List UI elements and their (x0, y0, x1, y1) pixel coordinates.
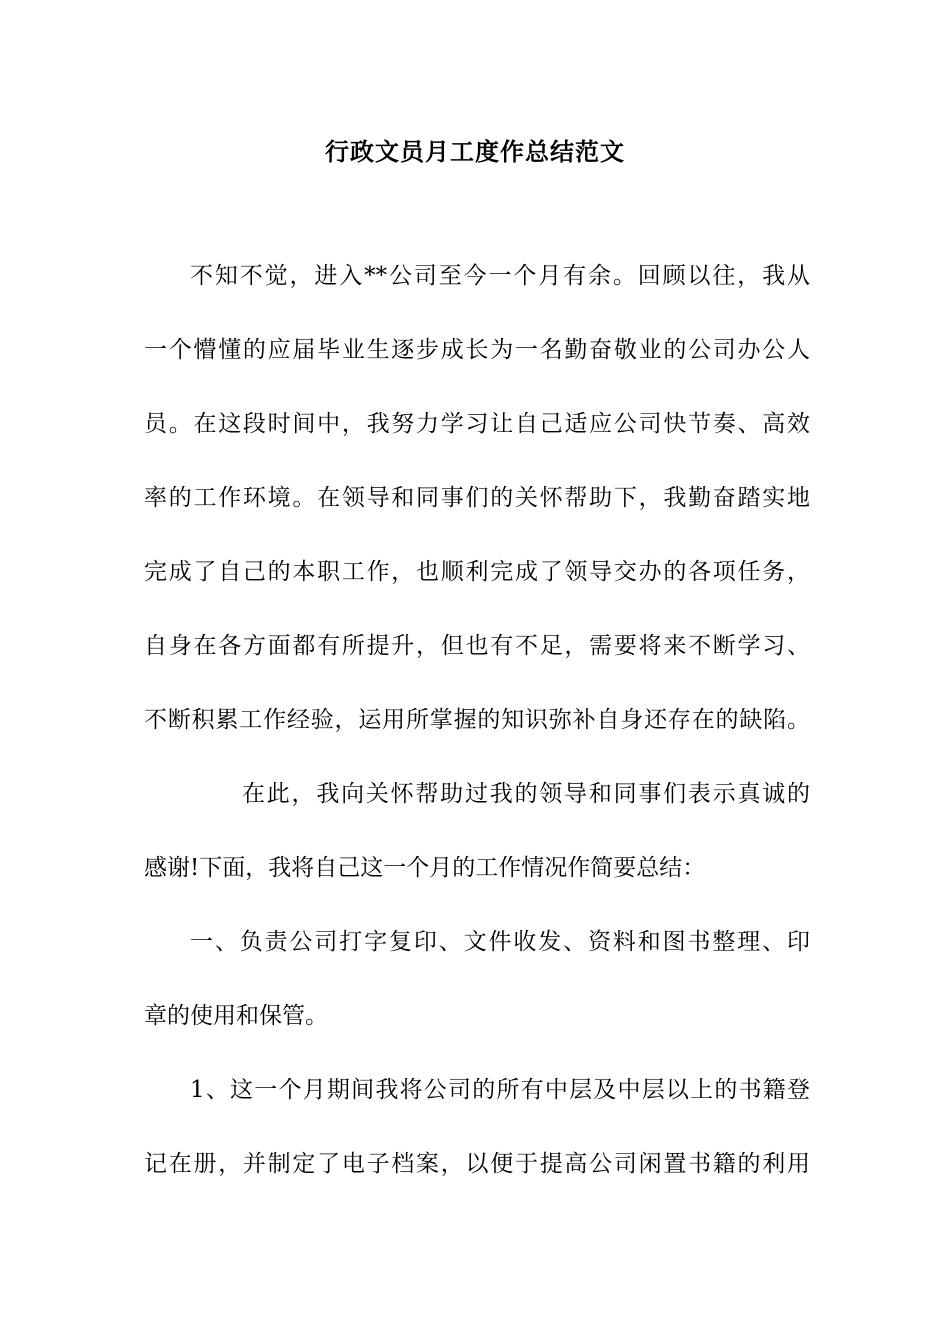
paragraph-line: 不断积累工作经验，运用所掌握的知识弥补自身还存在的缺陷。 (144, 707, 810, 733)
paragraph-line: 记在册，并制定了电子档案，以便于提高公司闲置书籍的利用 (144, 1151, 810, 1177)
document-body (144, 254, 810, 1216)
paragraph-line: 自身在各方面都有所提升，但也有不足，需要将来不断学习、 (144, 633, 810, 659)
paragraph-line: 一、负责公司打字复印、文件收发、资料和图书整理、印 (190, 929, 810, 955)
paragraph-line: 章的使用和保管。 (144, 1003, 328, 1029)
paragraph-line: 完成了自己的本职工作，也顺利完成了领导交办的各项任务， (144, 559, 810, 585)
paragraph-line: 一个懵懂的应届毕业生逐步成长为一名勤奋敬业的公司办公人 (144, 337, 810, 363)
paragraph-line: 感谢!下面，我将自己这一个月的工作情况作简要总结： (144, 855, 706, 881)
document-title: 行政文员月工度作总结范文 (325, 137, 625, 166)
paragraph-line: 在此，我向关怀帮助过我的领导和同事们表示真诚的 (242, 781, 810, 807)
paragraph-line: 员。在这段时间中，我努力学习让自己适应公司快节奏、高效 (144, 411, 810, 437)
paragraph-line: 1、这一个月期间我将公司的所有中层及中层以上的书籍登 (190, 1077, 810, 1103)
paragraph-line: 不知不觉，进入**公司至今一个月有余。回顾以往，我从 (190, 263, 810, 289)
paragraph-line: 率的工作环境。在领导和同事们的关怀帮助下，我勤奋踏实地 (144, 485, 810, 511)
